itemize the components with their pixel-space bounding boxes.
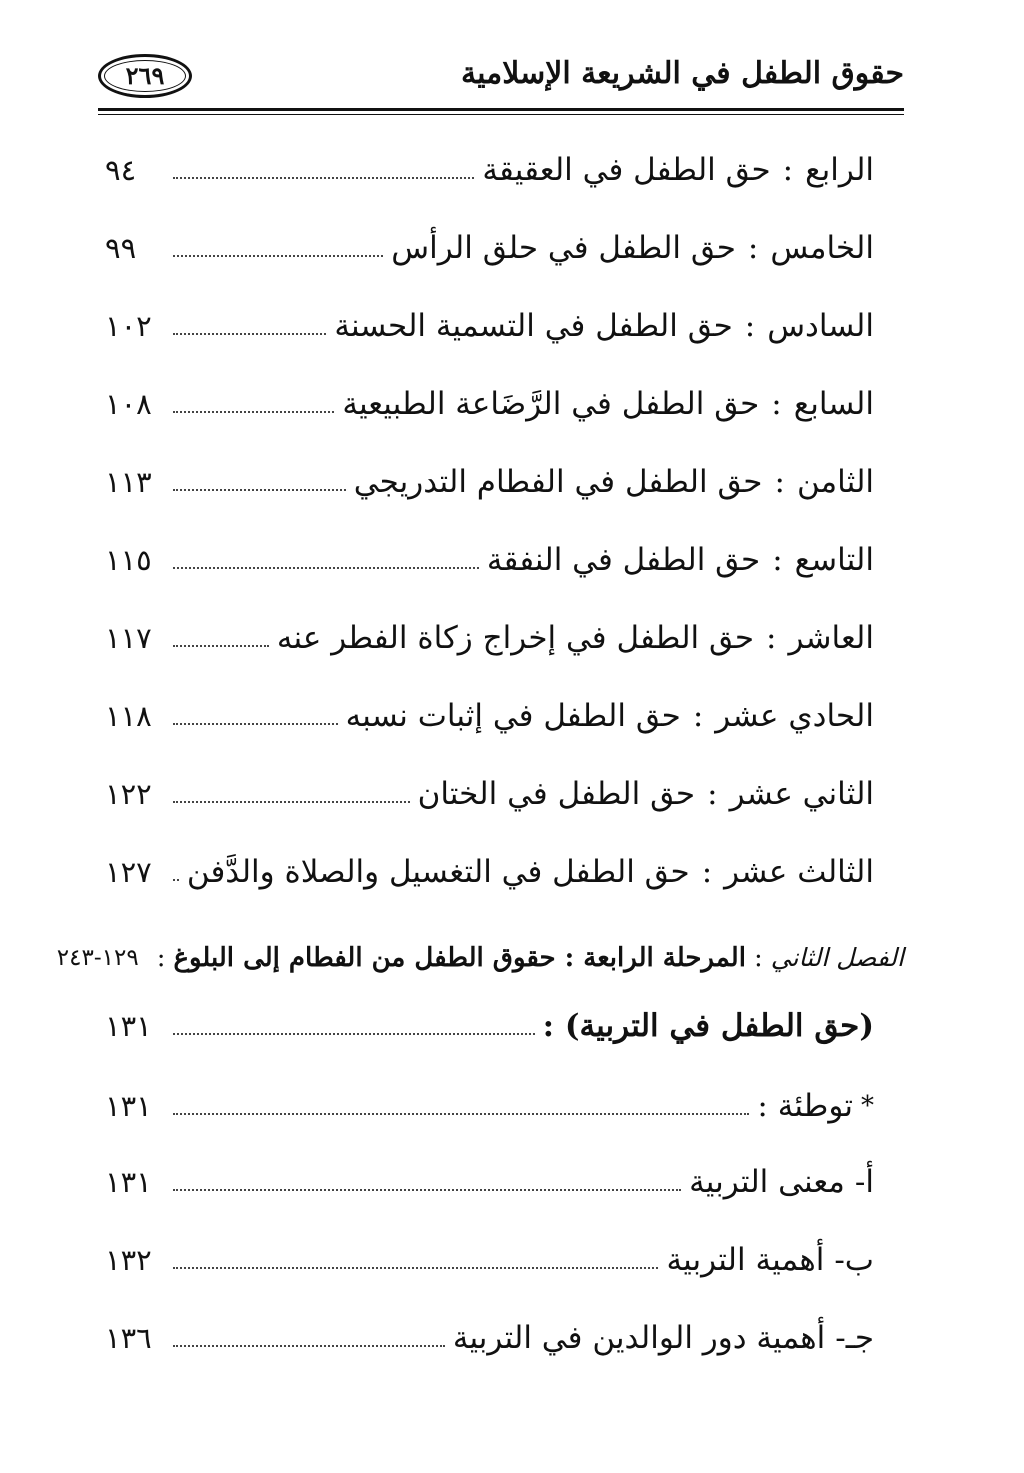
entry-ordinal: الرابع	[805, 152, 874, 188]
toc-entry	[105, 140, 874, 190]
entry-page: ١٢٢	[105, 777, 152, 811]
entry-ordinal: العاشر	[788, 620, 874, 656]
sub-entry	[105, 1308, 874, 1358]
sub-entry-letter: جـ-	[835, 1320, 874, 1356]
entry-page: ١١٥	[105, 543, 152, 577]
header-rule-thick	[98, 108, 904, 111]
sub-entry-letter: أ-	[854, 1164, 874, 1200]
entry-ordinal: الحادي عشر	[715, 698, 874, 734]
entry-separator: :	[766, 620, 777, 656]
intro-page: ١٣١	[105, 1089, 152, 1123]
book-title: حقوق الطفل في الشريعة الإسلامية	[461, 56, 904, 91]
entry-page: ١٠٢	[105, 309, 152, 343]
entry-separator: :	[782, 152, 794, 188]
entry-page: ١٢٧	[105, 855, 152, 889]
entry-ordinal: التاسع	[794, 542, 874, 578]
entry-ordinal: السابع	[793, 386, 874, 422]
entry-separator: :	[747, 230, 759, 266]
intro-entry	[105, 1076, 874, 1126]
dot-leader	[173, 254, 383, 257]
entry-title: حق الطفل في إخراج زكاة الفطر عنه	[276, 620, 754, 656]
entry-ordinal: الثامن	[796, 464, 874, 500]
entry-ordinal: الثاني عشر	[729, 776, 874, 812]
chapter-range-separator: :	[156, 943, 166, 973]
section-title: (حق الطفل في التربية) :	[542, 1008, 874, 1044]
entry-title: حق الطفل في الفطام التدريجي	[353, 464, 763, 500]
entry-page: ١١٨	[105, 699, 152, 733]
star-bullet-icon: *	[861, 1091, 874, 1121]
dot-leader	[173, 1032, 535, 1035]
entry-separator: :	[772, 542, 783, 578]
entry-separator: :	[701, 854, 713, 890]
entry-page: ٩٤	[105, 153, 137, 187]
entry-title: حق الطفل في النفقة	[486, 542, 761, 578]
toc-entry	[105, 218, 874, 268]
dot-leader	[173, 878, 179, 881]
section-page: ١٣١	[105, 1009, 152, 1043]
sub-entry-title: أهمية التربية	[666, 1242, 825, 1278]
chapter-heading	[56, 928, 904, 978]
sub-entry-title: أهمية دور الوالدين في التربية	[452, 1320, 826, 1356]
page-header	[98, 46, 904, 108]
dot-leader	[173, 176, 474, 179]
page-number-badge	[98, 54, 192, 98]
entry-page: ١١٧	[105, 621, 152, 655]
dot-leader	[173, 1188, 681, 1191]
dot-leader	[173, 644, 269, 647]
dot-leader	[173, 410, 334, 413]
sub-entry-page: ١٣٦	[105, 1321, 152, 1355]
toc-entry	[105, 608, 874, 658]
entry-title: حق الطفل في العقيقة	[482, 152, 771, 188]
entry-title: حق الطفل في الرَّضَاعة الطبيعية	[342, 386, 760, 422]
entry-title: حق الطفل في الختان	[417, 776, 696, 812]
toc-entry	[105, 686, 874, 736]
chapter-separator: :	[753, 943, 763, 973]
entry-title: حق الطفل في التسمية الحسنة	[334, 308, 733, 344]
sub-entry-page: ١٣٢	[105, 1243, 152, 1277]
sub-entry	[105, 1152, 874, 1202]
entry-page: ٩٩	[105, 231, 137, 265]
toc-entry	[105, 842, 874, 892]
entry-separator: :	[692, 698, 704, 734]
entry-page: ١٠٨	[105, 387, 152, 421]
entry-ordinal: الثالث عشر	[724, 854, 874, 890]
entry-separator: :	[707, 776, 718, 812]
sub-entry-page: ١٣١	[105, 1165, 152, 1199]
entry-separator: :	[744, 308, 756, 344]
toc-entry	[105, 296, 874, 346]
chapter-page-range: ١٢٩-٢٤٣	[56, 945, 139, 971]
sub-entry-letter: ب-	[834, 1242, 874, 1278]
entry-ordinal: الخامس	[770, 230, 874, 266]
entry-title: حق الطفل في حلق الرأس	[391, 230, 736, 266]
dot-leader	[173, 332, 326, 335]
dot-leader	[173, 1266, 658, 1269]
sub-entry-title: معنى التربية	[689, 1164, 845, 1200]
entry-separator: :	[774, 464, 785, 500]
toc-entry	[105, 764, 874, 814]
chapter-label: الفصل الثاني	[770, 943, 904, 972]
dot-leader	[173, 1112, 749, 1115]
dot-leader	[173, 488, 346, 491]
dot-leader	[173, 1344, 445, 1347]
chapter-title: المرحلة الرابعة : حقوق الطفل من الفطام إلى البلوغ	[173, 943, 746, 973]
dot-leader	[173, 722, 338, 725]
dot-leader	[173, 800, 410, 803]
dot-leader	[173, 566, 479, 569]
entry-title: حق الطفل في إثبات نسبه	[345, 698, 681, 734]
entry-ordinal: السادس	[767, 308, 874, 344]
entry-separator: :	[771, 386, 782, 422]
section-entry	[105, 996, 874, 1046]
page-number: ٢٦٩	[125, 61, 165, 90]
entry-title: حق الطفل في التغسيل والصلاة والدَّفن	[186, 854, 690, 890]
toc-entry	[105, 530, 874, 580]
sub-entry	[105, 1230, 874, 1280]
entry-page: ١١٣	[105, 465, 152, 499]
toc-entry	[105, 452, 874, 502]
intro-title: توطئة :	[757, 1088, 853, 1124]
toc-entry	[105, 374, 874, 424]
header-rule-thin	[98, 114, 904, 115]
